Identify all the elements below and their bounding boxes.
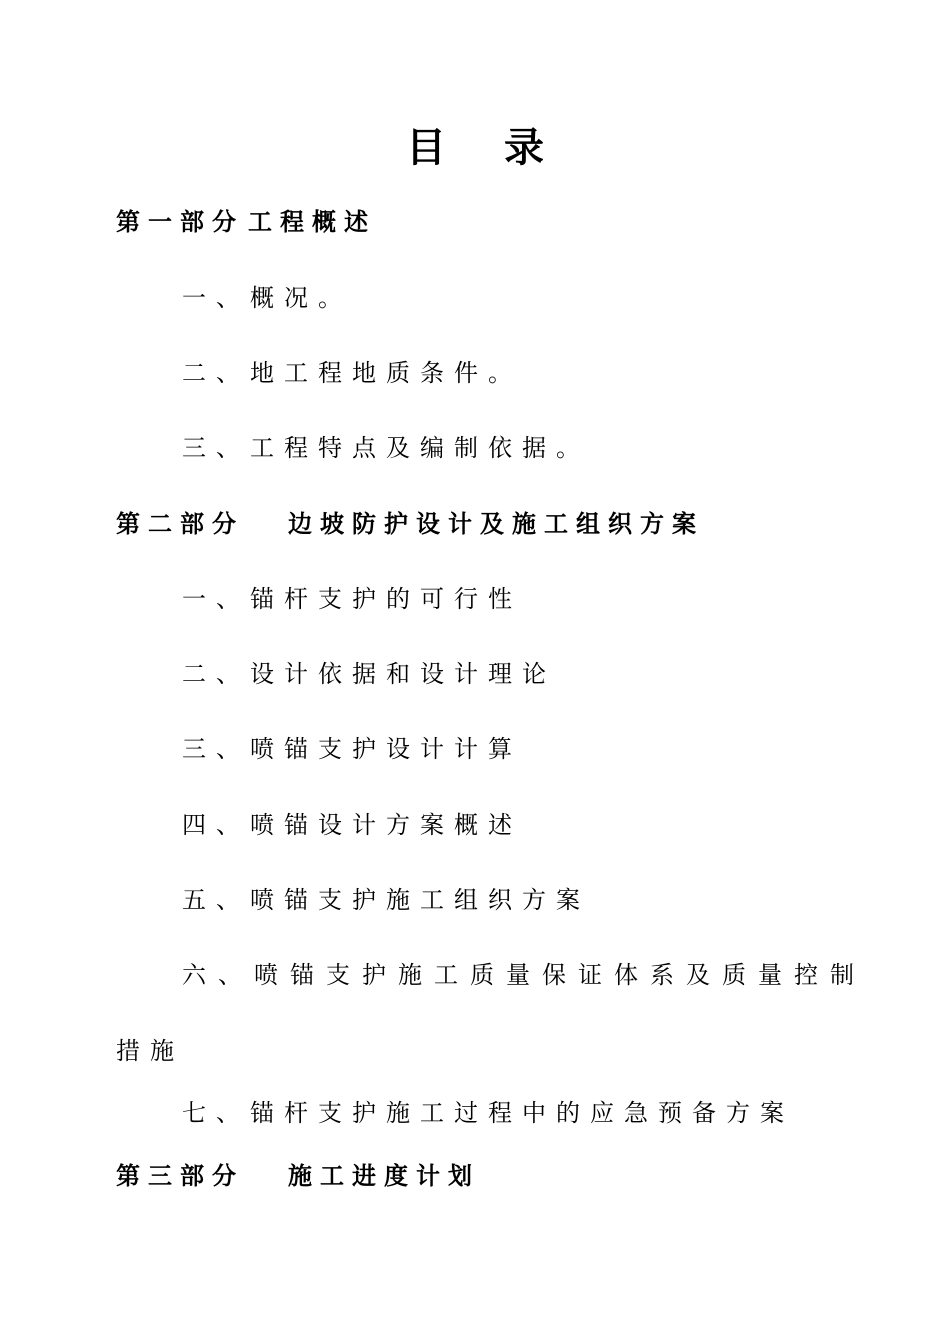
toc-item-2-5: 五、喷锚支护施工组织方案 — [182, 886, 590, 914]
part-2-name: 边坡防护设计及施工组织方案 — [288, 510, 704, 538]
page-title — [0, 125, 950, 171]
part-3-label: 第三部分 — [116, 1162, 244, 1190]
toc-item-2-6-continuation: 措施 — [116, 1037, 184, 1065]
part-3-heading — [116, 1164, 480, 1188]
part-1-name: 工程概述 — [248, 208, 376, 236]
toc-item-2-7: 七、锚杆支护施工过程中的应急预备方案 — [182, 1099, 794, 1127]
part-2-label: 第二部分 — [116, 510, 244, 538]
title-right-char: 录 — [504, 125, 544, 171]
toc-item-2-3: 三、喷锚支护设计计算 — [182, 735, 522, 763]
toc-item-2-4: 四、喷锚设计方案概述 — [182, 811, 522, 839]
toc-item-1-2: 二、地工程地质条件。 — [182, 359, 522, 387]
toc-item-2-1: 一、锚杆支护的可行性 — [182, 585, 522, 613]
part-1-label: 第一部分 — [116, 208, 244, 236]
toc-item-1-1: 一、概况。 — [182, 284, 352, 312]
part-3-name: 施工进度计划 — [288, 1162, 480, 1190]
toc-item-2-2: 二、设计依据和设计理论 — [182, 660, 556, 688]
toc-item-1-3: 三、工程特点及编制依据。 — [182, 434, 590, 462]
part-1-heading — [116, 210, 376, 234]
title-left-char: 目 — [406, 125, 446, 171]
part-2-heading — [116, 512, 704, 536]
toc-item-2-6: 六、喷锚支护施工质量保证体系及质量控制 — [182, 961, 866, 989]
